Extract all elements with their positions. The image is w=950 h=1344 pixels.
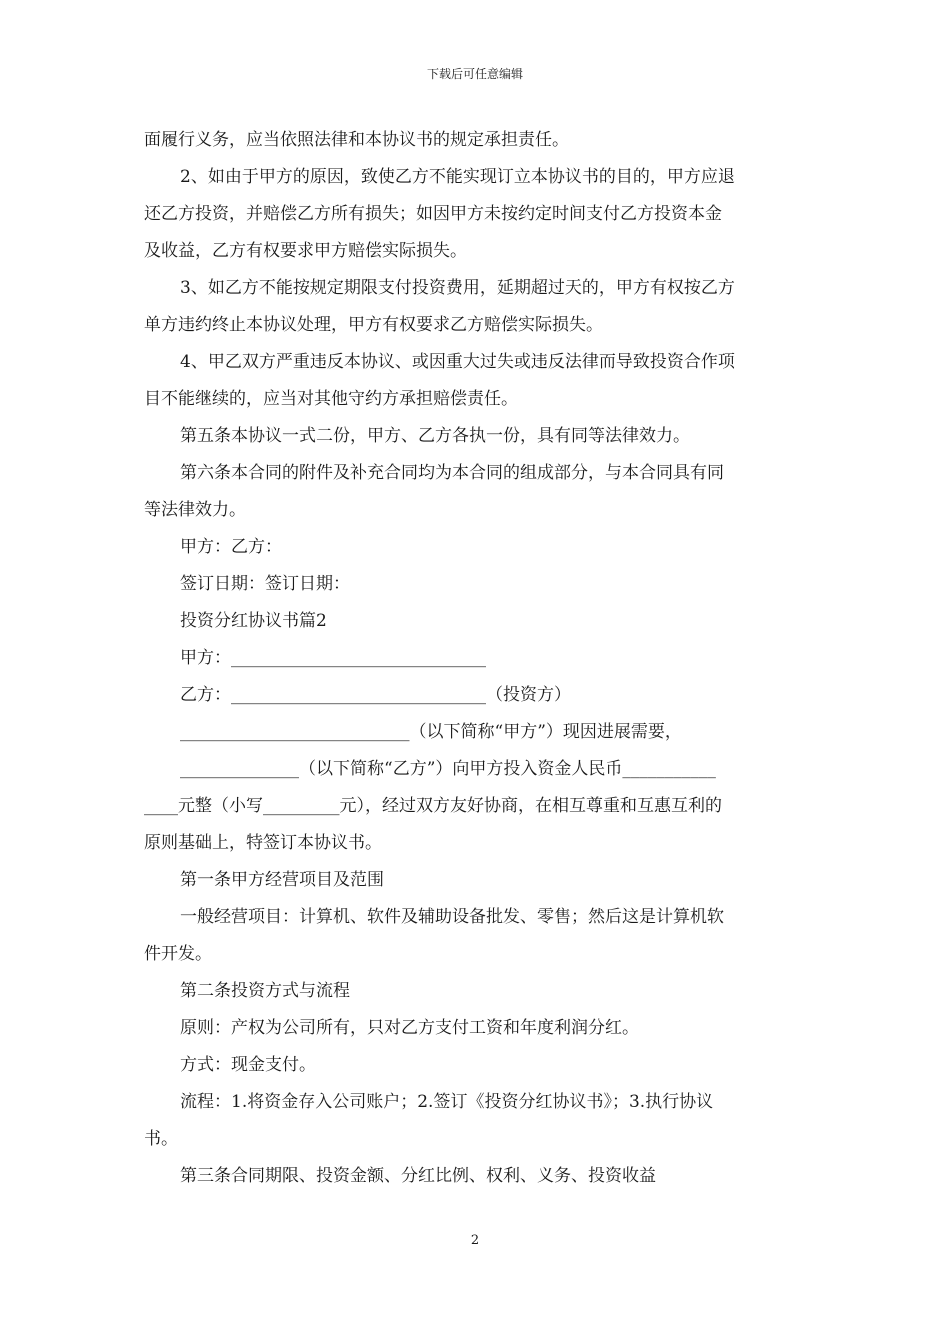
text-line: 及收益，乙方有权要求甲方赔偿实际损失。 — [144, 241, 467, 261]
text-line: 第六条本合同的附件及补充合同均为本合同的组成部分，与本合同具有同 — [180, 463, 724, 483]
text-line: 方式：现金支付。 — [180, 1055, 316, 1075]
paragraph — [144, 973, 808, 1010]
text-line: 4、甲乙双方严重违反本协议、或因重大过失或违反法律而导致投资合作项 — [180, 352, 735, 372]
party-a-line: 甲方：______________________________ — [180, 648, 486, 668]
party-b-line: 乙方：______________________________（投资方） — [180, 685, 571, 705]
text-line: 目不能继续的，应当对其他守约方承担赔偿责任。 — [144, 389, 518, 409]
text-line: ____元整（小写_________元），经过双方友好协商，在相互尊重和互惠互利的 — [144, 796, 722, 816]
paragraph — [144, 122, 808, 159]
paragraph — [144, 1010, 808, 1047]
text-line: 一般经营项目：计算机、软件及辅助设备批发、零售；然后这是计算机软 — [180, 907, 724, 927]
text-line: 第五条本协议一式二份，甲方、乙方各执一份，具有同等法律效力。 — [180, 426, 690, 446]
text-line: 2、如由于甲方的原因，致使乙方不能实现订立本协议书的目的，甲方应退 — [180, 167, 735, 187]
article-heading: 第三条合同期限、投资金额、分红比例、权利、义务、投资收益 — [180, 1166, 656, 1186]
paragraph — [144, 455, 808, 529]
paragraph — [144, 1047, 808, 1084]
page-header: 下载后可任意编辑 — [426, 67, 523, 81]
paragraph — [144, 1158, 808, 1195]
paragraph — [144, 714, 808, 751]
paragraph — [144, 751, 808, 862]
paragraph — [144, 899, 808, 973]
article-heading: 第一条甲方经营项目及范围 — [180, 870, 384, 890]
paragraph — [144, 1084, 808, 1158]
text-line: 还乙方投资，并赔偿乙方所有损失；如因甲方未按约定时间支付乙方投资本金 — [144, 204, 722, 224]
text-line: 原则基础上，特签订本协议书。 — [144, 833, 382, 853]
text-line: ______________（以下简称“乙方”）向甲方投入资金人民币___________ — [180, 759, 716, 779]
article-heading: 第二条投资方式与流程 — [180, 981, 350, 1001]
paragraph — [144, 418, 808, 455]
text-line: 等法律效力。 — [144, 500, 246, 520]
text-line: 件开发。 — [144, 944, 212, 964]
date-line: 签订日期：签订日期： — [180, 574, 350, 594]
paragraph — [144, 862, 808, 899]
text-line: 原则：产权为公司所有，只对乙方支付工资和年度利润分红。 — [180, 1018, 639, 1038]
paragraph — [144, 566, 808, 603]
paragraph — [144, 529, 808, 566]
page-number: 2 — [470, 1233, 480, 1248]
text-line: 单方违约终止本协议处理，甲方有权要求乙方赔偿实际损失。 — [144, 315, 603, 335]
signature-line: 甲方：乙方： — [180, 537, 282, 557]
paragraph — [144, 677, 808, 714]
text-line: 流程：1.将资金存入公司账户；2.签订《投资分红协议书》；3.执行协议 — [180, 1092, 714, 1112]
paragraph — [144, 159, 808, 270]
paragraph — [144, 603, 808, 640]
section-title: 投资分红协议书篇2 — [180, 611, 327, 631]
paragraph — [144, 640, 808, 677]
paragraph — [144, 270, 808, 344]
text-line: ___________________________（以下简称“甲方”）现因进展需要， — [180, 722, 682, 742]
text-line: 面履行义务，应当依照法律和本协议书的规定承担责任。 — [144, 130, 569, 150]
text-line: 3、如乙方不能按规定期限支付投资费用，延期超过天的，甲方有权按乙方 — [180, 278, 735, 298]
paragraph — [144, 344, 808, 418]
text-line: 书。 — [144, 1129, 178, 1149]
